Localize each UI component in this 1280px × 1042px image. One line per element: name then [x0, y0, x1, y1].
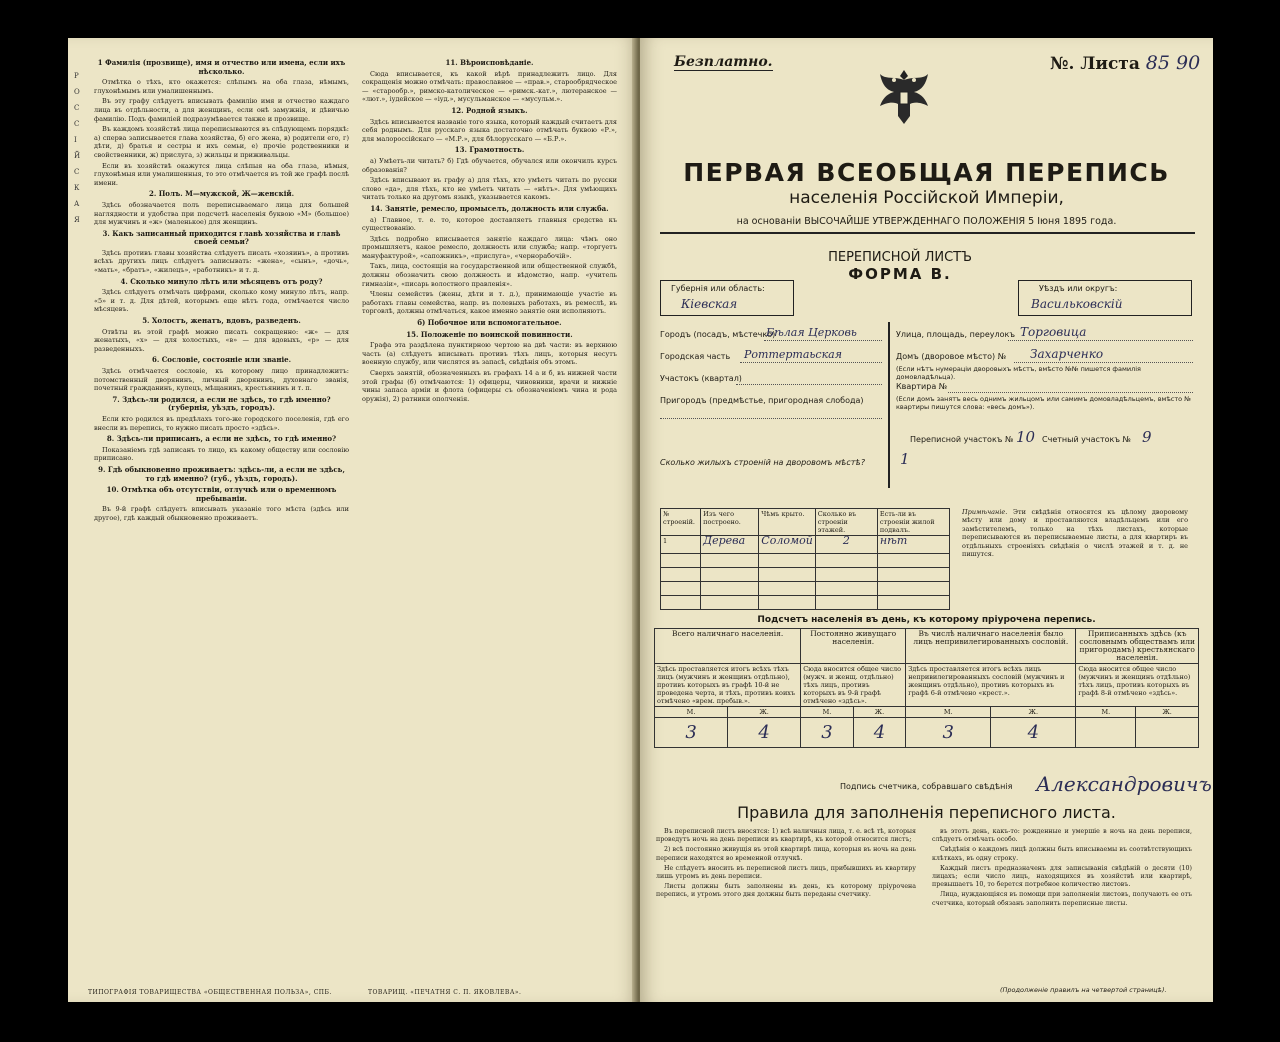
guberniya-label: Губернія или область: — [671, 284, 765, 293]
form-title-line1: ПЕРЕПИСНОЙ ЛИСТЪ — [828, 250, 972, 265]
left-page — [68, 38, 638, 1002]
population-title: Подсчетъ населенія въ день, къ которому пріурочена перепись. — [757, 615, 1096, 625]
double-headed-eagle-icon — [876, 66, 932, 128]
dwellings-row — [661, 536, 950, 554]
dwell-header-cell: № строеній. — [661, 509, 701, 536]
district-value[interactable]: Роттертаьская — [744, 348, 842, 361]
rules-footer: (Продолженіе правилъ на четвертой страницѣ). — [1000, 986, 1167, 994]
pop-value-cell[interactable]: 4 — [728, 718, 801, 748]
rules-paragraph: въ этотъ день, какъ-то: рожденные и умершіе в ночь на день переписи, слѣдуетъ отмѣчать особо. — [932, 828, 1192, 844]
pop-mf-cell: Ж. — [853, 707, 906, 718]
paragraph: Сверхъ занятій, обозначенныхъ въ графахъ 14 а и б, въ нижней части этой графы (б) отмѣчаются: 1) офицеры, чиновники, врачи и нижніе чины запаса арміи и флота (офицеры съ обозначеніемъ чина и рода оружія), 2) ратники ополченія. — [362, 369, 617, 403]
paragraph: Показаніемъ гдѣ записанъ то лицо, къ какому обществу или сословію приписано. — [94, 445, 349, 463]
section-heading: 7. Здѣсь-ли родился, а если не здѣсь, то гдѣ именно? (губернія, уѣздъ, городъ). — [112, 394, 331, 413]
form-title-line2: ФОРМА В. — [848, 265, 952, 283]
rules-paragraph: Въ переписной листъ вносятся: 1) всѣ наличныя лица, т. е. всѣ тѣ, которыя проведутъ ночь на день переписи въ квартирѣ, къ которой относится листъ; — [656, 828, 916, 844]
pop-value-cell[interactable]: 3 — [906, 718, 991, 748]
kvartira-note: (Если домъ занятъ весь однимъ жильцомъ или самимъ домовладѣльцемъ, вмѣсто № квартиры пишутся слова: «весь домъ»). — [896, 395, 1191, 411]
section-heading: 13. Грамотность. — [454, 145, 525, 155]
house-note: (Если нѣтъ нумераціи дворовыхъ мѣстъ, вмѣсто №№ пишется фамилія домовладѣльца). — [896, 365, 1141, 381]
house-line — [1014, 362, 1193, 363]
left-margin-strip: Р О С С І Й С К А Я — [74, 72, 81, 224]
dwell-header-cell: Есть-ли въ строеніи жилой подвалъ. — [877, 509, 949, 536]
uchastok-label: Участокъ (квартал) — [660, 374, 742, 383]
uezd-value[interactable]: Васильковскій — [1031, 297, 1123, 311]
paragraph: а) Умѣетъ-ли читать? б) Гдѣ обучается, обучался или окончилъ курсъ образованія? — [362, 156, 617, 174]
sheet-number-label: №. Листа — [1050, 54, 1140, 74]
population-note-row — [655, 664, 1199, 707]
population-mf-row — [655, 707, 1199, 718]
district-label: Городская часть — [660, 352, 731, 361]
dwell-cell[interactable]: нѣт — [877, 536, 949, 554]
dwelling-note — [962, 508, 1188, 558]
house-value[interactable]: Захарченко — [1030, 347, 1104, 361]
signature-label: Подпись счетчика, собравшаго свѣдѣнія — [840, 782, 1013, 791]
section-heading: 10. Отмѣтка объ отсутствіи, отлучкѣ или о временномъ пребываніи. — [106, 485, 337, 503]
perepis-uchastok-label: Переписной участокъ № — [910, 435, 1014, 444]
pop-mf-cell: М. — [655, 707, 728, 718]
pop-mf-cell: М. — [801, 707, 854, 718]
pop-mf-cell: Ж. — [991, 707, 1076, 718]
title-rule — [660, 232, 1195, 234]
street-value[interactable]: Торговица — [1020, 325, 1087, 339]
dwellings-value[interactable]: 1 — [900, 450, 910, 468]
paragraph: Такъ, лица, состоящія на государственной или общественной службѣ, должны обозначить свою должность и вѣдомство, напр. «учитель гимназіи», «писарь волостного правленія». — [362, 262, 617, 288]
pop-note-cell: Сюда вносится общее число (мужчинъ и женщинъ отдѣльно) тѣхъ лицъ, противъ которыхъ въ графѣ 8-й отмѣчено «здѣсь». — [1076, 664, 1199, 707]
signature-value[interactable]: Александровичъ — [1036, 772, 1212, 796]
section-heading: 15. Положеніе по воинской повинности. — [406, 329, 573, 339]
section-heading: 3. Какъ записанный приходится главѣ хозяйства и главѣ своей семьи? — [102, 228, 341, 247]
paragraph: Если кто родился въ предѣлахъ того-же городского поселенія, гдѣ его внесли въ перепись, то нужно писать просто «здѣсь». — [94, 414, 349, 432]
census-subtitle: населенія Россійской Имперіи, — [789, 188, 1064, 208]
paragraph: Члены семействъ (жены, дѣти и т. д.), принимающіе участіе въ работахъ главы семейства, напр. въ полевыхъ работахъ, въ ремеслѣ, въ торговлѣ, должны отмѣчаться, какое именно занятіе они исполняютъ. — [362, 290, 617, 316]
left-column-b — [362, 56, 617, 405]
population-table — [654, 628, 1199, 748]
uezd-label: Уѣздъ или округъ: — [1039, 284, 1118, 293]
dwellings-header-row — [661, 509, 950, 536]
paragraph: Здѣсь вписывается названіе того языка, который каждый считаетъ для себя роднымъ. Для русскаго языка достаточно отмѣчать буквою «Р.», для малороссійскаго — «М.Р.», для бѣлорусскаго — «Б.Р.». — [362, 117, 617, 143]
street-line — [1008, 340, 1193, 341]
census-basis: на основаніи ВЫСОЧАЙШЕ УТВЕРЖДЕННАГО ПОЛОЖЕНІЯ 5 Іюня 1895 года. — [736, 216, 1117, 227]
census-title: ПЕРВАЯ ВСЕОБЩАЯ ПЕРЕПИСЬ — [683, 158, 1170, 187]
pop-header-cell: Всего наличнаго населенія. — [655, 629, 801, 664]
rules-paragraph: Лица, нуждающіяся въ помощи при заполненіи листовъ, получаютъ ее отъ счетчика, который обязанъ заполнить переписные листы. — [932, 891, 1192, 907]
sheet-number — [1050, 52, 1200, 74]
uezd-box — [1018, 280, 1192, 316]
section-heading: 14. Занятіе, ремесло, промыселъ, должность или служба. — [370, 203, 609, 213]
perepis-uchastok-value[interactable]: 10 — [1016, 428, 1036, 446]
dwell-header-cell: Изъ чего построено. — [701, 509, 759, 536]
section-heading: б) Побочное или вспомогательное. — [417, 318, 562, 328]
population-values-row — [655, 718, 1199, 748]
paragraph: Отмѣтка о тѣхъ, кто окажется: слѣпымъ на оба глаза, нѣмымъ, глухонѣмымъ или умалишеннымъ. — [94, 78, 349, 95]
kvartira-line — [948, 392, 1193, 393]
pop-note-cell: Здѣсь проставляется итогъ всѣхъ тѣхъ лицъ (мужчинъ и женщинъ отдѣльно), противъ которыхъ въ графѣ 10-й не проведена черта, и тѣхъ, противъ коихъ отмѣчено «врем. пребыв.». — [655, 664, 801, 707]
printer-imprint-left: ТИПОГРАФІЯ ТОВАРИЩЕСТВА «ОБЩЕСТВЕННАЯ ПОЛЬЗА», СПБ. — [88, 989, 332, 996]
guberniya-box — [660, 280, 794, 316]
city-line — [764, 340, 882, 341]
schet-uchastok-label: Счетный участокъ № — [1042, 435, 1131, 444]
district-line — [740, 362, 882, 363]
rules-title: Правила для заполненія переписного листа. — [737, 803, 1116, 822]
pop-header-cell: Въ числѣ наличнаго населенія было лицъ непривилегированныхъ сословій. — [906, 629, 1076, 664]
pop-value-cell[interactable]: 3 — [801, 718, 854, 748]
kvartira-label: Квартира № — [896, 382, 948, 391]
paragraph: а) Главное, т. е. то, которое доставляетъ главныя средства къ существованію. — [362, 215, 617, 233]
paragraph: Въ каждомъ хозяйствѣ лица переписываются въ слѣдующемъ порядкѣ: а) сперва записывается глава хозяйства, б) его жена, в) родители его, г) дѣти, д) братья и сестры и ихъ семьи, е) прочіе родственники и свойственники, ж) прислуга, з) жильцы и приживальцы. — [94, 125, 349, 159]
pop-value-cell[interactable]: 3 — [655, 718, 728, 748]
paragraph: Въ 9-й графѣ слѣдуетъ вписывать указаніе того мѣста (здѣсь или другое), гдѣ каждый обыкновенно проживаетъ. — [94, 505, 349, 522]
free-label: Безплатно. — [674, 54, 773, 70]
dwell-header-cell: Чѣмъ крыто. — [759, 509, 816, 536]
city-value[interactable]: Бѣлая Церковь — [766, 326, 857, 339]
dwell-header-cell: Сколько въ строеніи этажей. — [815, 509, 877, 536]
house-label: Домъ (дворовое мѣсто) № — [896, 352, 1007, 361]
suburb-line — [660, 418, 882, 419]
section-heading: 1 Фамилія (прозвище), имя и отчество или имена, если ихъ нѣсколько. — [97, 58, 346, 76]
paragraph: Здѣсь подробно вписывается занятіе каждаго лица: чѣмъ оно промышляетъ, какое ремесло, должность или служба; напр. «торгуетъ мануфактурой», «сапожникъ», «прислуга», «чернорабочій». — [362, 234, 617, 260]
pop-mf-cell: М. — [906, 707, 991, 718]
rules-column-b — [932, 828, 1192, 910]
right-page — [640, 38, 1213, 1002]
population-header-row — [655, 629, 1199, 664]
dwell-cell[interactable]: Соломой — [759, 536, 816, 554]
section-heading: 4. Сколько минуло лѣтъ или мѣсяцевъ отъ роду? — [120, 276, 323, 286]
dwell-cell[interactable]: 1 — [661, 536, 701, 554]
left-column-a — [94, 56, 349, 525]
pop-mf-cell: Ж. — [1136, 707, 1199, 718]
sheet-number-value: 85 90 — [1145, 52, 1201, 74]
paragraph: Отвѣты въ этой графѣ можно писать сокращенно: «ж» — для женатыхъ, «х» — для холостыхъ, «в» — для вдовыхъ, «р» — для разведенныхъ. — [94, 327, 349, 353]
note-label: Примѣчаніе. — [962, 508, 1008, 516]
paragraph: Здѣсь противъ главы хозяйства слѣдуетъ писать «хозяинъ», а противъ всѣхъ другихъ лицъ слѣдуетъ записывать: «жена», «сынъ», «дочь», «мать», «братъ», «жилецъ», «работникъ» и т. д. — [94, 248, 349, 275]
address-divider — [888, 322, 890, 488]
pop-value-cell[interactable]: 4 — [991, 718, 1076, 748]
rules-paragraph: Свѣдѣнія о каждомъ лицѣ должны быть вписываемы въ соотвѣтствующихъ клѣткахъ, въ одну строку. — [932, 846, 1192, 862]
section-heading: 2. Полъ. М—мужской, Ж—женскій. — [148, 189, 295, 199]
rules-paragraph: Каждый листъ предназначенъ для записыванія свѣдѣній о десяти (10) лицахъ; если число лицъ, находящихся въ хозяйствѣ или квартирѣ, превышаетъ 10, то берется потребное количество листовъ. — [932, 864, 1192, 889]
section-heading: 9. Гдѣ обыкновенно проживаетъ: здѣсь-ли, а если не здѣсь, то гдѣ именно? (губ., уѣздъ, городъ). — [98, 464, 345, 483]
section-heading: 6. Сословіе, состояніе или званіе. — [151, 355, 292, 365]
note-text: Эти свѣдѣнія относятся къ цѣлому дворовому мѣсту или дому и проставляются владѣльцемъ или его замѣстителемъ, только на тѣхъ листахъ, которые переписываются въ переписываемые листы, а для квартиръ въ отдѣльныхъ строеніяхъ свѣдѣнія о числѣ этажей и т. д. не пишутся. — [962, 508, 1188, 559]
paragraph: Графа эта раздѣлена пунктирною чертою на двѣ части: въ верхнюю часть (а) слѣдуетъ вписывать противъ тѣхъ лицъ, которыя несутъ военную службу, или числятся въ запасѣ, свѣдѣнія объ этомъ. — [362, 341, 617, 367]
suburb-label: Пригородъ (предмѣстье, пригородная слобода) — [660, 396, 864, 405]
paragraph: Здѣсь обозначается полъ переписываемаго лица для большей наглядности и удобства при подсчетѣ населенія буквою «М» (большое) для мужчинъ и «ж» (маленькое) для женщинъ. — [94, 200, 349, 227]
section-heading: 12. Родной языкъ. — [451, 105, 528, 115]
paragraph: Здѣсь слѣдуетъ отмѣчать цифрами, сколько кому минуло лѣтъ, напр. «5» и т. д. Для дѣтей, которымъ еще нѣтъ года, отмѣчается число мѣсяцевъ. — [94, 288, 349, 314]
dwellings-table — [660, 508, 950, 610]
form-title — [800, 250, 1000, 283]
pop-mf-cell: М. — [1076, 707, 1136, 718]
rules-paragraph: Листы должны быть заполнены въ день, къ которому пріурочена перепись, и утромъ этого дня должны быть переданы счетчику. — [656, 883, 916, 899]
section-heading: 8. Здѣсь-ли приписанъ, а если не здѣсь, то гдѣ именно? — [106, 434, 337, 444]
uchastok-line — [736, 384, 882, 385]
dwell-cell[interactable]: Дерева — [701, 536, 759, 554]
street-label: Улица, площадь, переулокъ — [896, 330, 1016, 339]
pop-value-cell[interactable] — [1076, 718, 1136, 748]
pop-value-cell[interactable] — [1136, 718, 1199, 748]
printer-imprint-right: ТОВАРИЩ. «ПЕЧАТНЯ С. П. ЯКОВЛЕВА». — [368, 989, 522, 996]
paragraph: Если въ хозяйствѣ окажутся лица слѣпыя на оба глаза, нѣмыя, глухонѣмыя или умалишенныя, то это отмѣчается въ той же графѣ послѣ имени. — [94, 161, 349, 187]
section-heading: 5. Холостъ, женатъ, вдовъ, разведенъ. — [142, 316, 301, 326]
pop-header-cell: Приписанныхъ здѣсь (къ сословнымъ обществамъ или пригородамъ) крестьянскаго населенія. — [1076, 629, 1199, 664]
pop-value-cell[interactable]: 4 — [853, 718, 906, 748]
paragraph: Въ эту графу слѣдуетъ вписывать фамилію имя и отчество каждаго лица въ отдѣльности, а для женщинъ, если онѣ замужнія, и дѣвичью фамилію. Подъ фамиліей подразумѣвается также и прозвище. — [94, 97, 349, 123]
dwell-cell[interactable]: 2 — [815, 536, 877, 554]
rules-column-a — [656, 828, 916, 902]
pop-note-cell: Здѣсь проставляется итогъ всѣхъ лицъ непривилегированныхъ сословій (мужчинъ и женщинъ отдѣльно), противъ которыхъ въ графѣ 6-й отмѣчено «крест.». — [906, 664, 1076, 707]
pop-mf-cell: Ж. — [728, 707, 801, 718]
rules-paragraph: Не слѣдуетъ вносить въ переписной листъ лицъ, прибывшихъ въ квартиру лишь утромъ въ день переписи. — [656, 864, 916, 881]
rules-paragraph: 2) всѣ постоянно живущія въ этой квартирѣ лица, которыя въ ночь на день переписи находятся во временной отлучкѣ. — [656, 846, 916, 862]
paragraph: Здѣсь отмѣчается сословіе, къ которому лицо принадлежитъ: потомственный дворянинъ, личный дворянинъ, духовнаго званія, почетный гражданинъ, купецъ, мѣщанинъ, крестьянинъ и т. п. — [94, 367, 349, 393]
pop-header-cell: Постоянно живущаго населенія. — [801, 629, 906, 664]
guberniya-value[interactable]: Кіевская — [681, 297, 738, 311]
paragraph: Сюда вписывается, къ какой вѣрѣ принадлежитъ лицо. Для сокращенія можно отмѣчать: православное — «прав.», старообрядческое — «старообр.», римско-католическое — «римск.-кат.», лютеранское — «лют.», іудейское — «іуд.», мусульманское — «мусульм.». — [362, 69, 617, 104]
dwellings-question: Сколько жилыхъ строеній на дворовомъ мѣстѣ? — [660, 458, 866, 467]
schet-uchastok-value[interactable]: 9 — [1142, 428, 1152, 446]
pop-note-cell: Сюда вносится общее число (мужч. и женщ. отдѣльно) тѣхъ лицъ, противъ которыхъ въ 9-й графѣ отмѣчено «здѣсь». — [801, 664, 906, 707]
city-label: Городъ (посадъ, мѣстечко) — [660, 330, 776, 339]
paragraph: Здѣсь вписывают въ графу а) для тѣхъ, кто умѣетъ читать по русски слово «да», для тѣхъ, кто не умѣетъ читать — «нѣтъ». Для умѣющихъ читать только на другомъ языкѣ, указывается какомъ. — [362, 176, 617, 202]
section-heading: 11. Вѣроисповѣданіе. — [445, 58, 534, 67]
